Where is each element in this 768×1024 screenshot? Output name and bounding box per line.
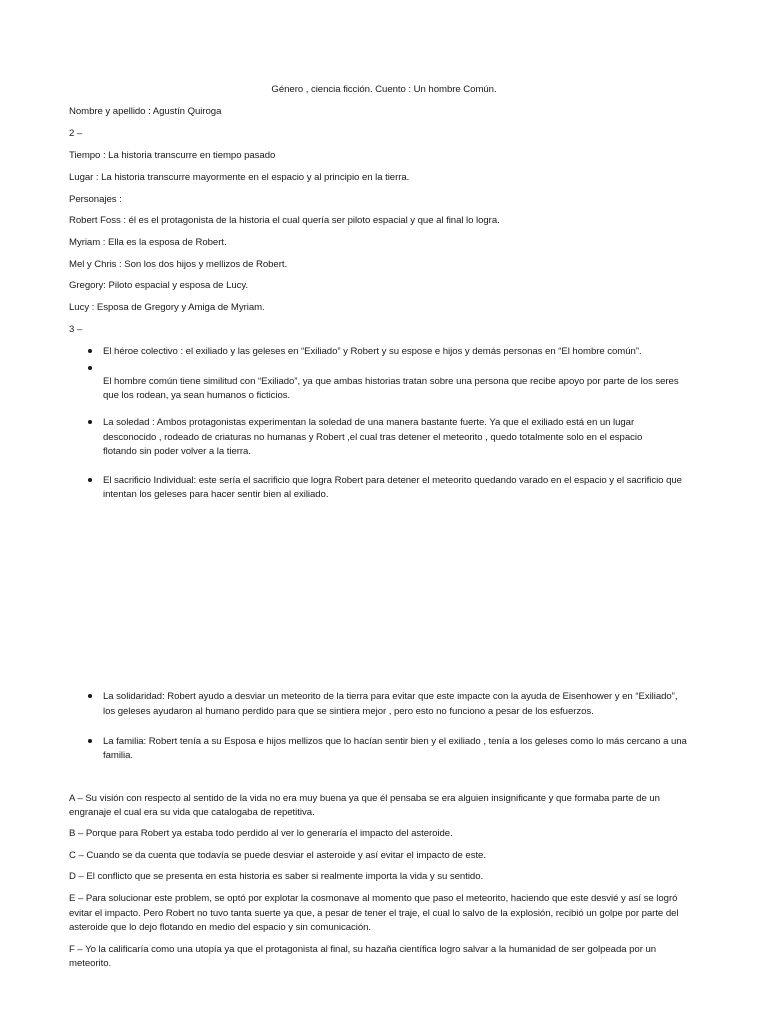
answer-a-line1: A – Su visión con respecto al sentido de la vida no era muy buena ya que él pensaba se era alguien insignificante y que formaba parte de un — [69, 793, 660, 804]
answer-f-line2: meteorito. — [69, 958, 112, 969]
bullet-familia-line2: familia. — [103, 750, 133, 761]
section-2-heading: 2 – — [69, 128, 83, 139]
tiempo-line: Tiempo : La historia transcurre en tiempo pasado — [69, 150, 276, 161]
answer-d: D – El conflicto que se presenta en esta historia es saber si realmente importa la vida y su sentido. — [69, 871, 484, 882]
character-gregory: Gregory: Piloto espacial y esposa de Lucy. — [69, 280, 249, 291]
bullet-familia-line1: La familia: Robert tenía a su Esposa e hijos mellizos que lo hacían sentir bien y el exiliado , tenía a los geleses como lo más cercano a una — [103, 736, 687, 747]
bullet-marker — [88, 739, 92, 743]
bullet-marker — [88, 366, 92, 370]
bullet-soledad-line2: desconocido , rodeado de criaturas no humanas y Robert ,el cual tras detener el meteorito , quedo totalmente solo en el espacio — [103, 432, 643, 443]
bullet-solidaridad-line1: La solidaridad: Robert ayudo a desviar un meteorito de la tierra para evitar que este impacte con la ayuda de Eisenhower y en “Exiliado”, — [103, 691, 678, 702]
document-title: Género , ciencia ficción. Cuento : Un hombre Común. — [271, 84, 497, 95]
section-3-heading: 3 – — [69, 324, 83, 335]
bullet-sacrificio-line2: intentan los geleses para hacer sentir bien al exiliado. — [103, 489, 329, 500]
answer-e-line3: asteroide que lo dejo flotando en medio del espacio y sin comunicación. — [69, 922, 372, 933]
bullet-marker — [88, 349, 92, 353]
answer-e-line1: E – Para solucionar este problem, se optó por explotar la cosmonave al momento que paso el meteorito, haciendo que este desvié y así se logró — [69, 893, 678, 904]
bullet-soledad-line3: flotando sin poder volver a la tierra. — [103, 446, 251, 457]
bullet-hombre-comun-line2: que los rodean, ya sean humanos o ficticios. — [103, 390, 291, 401]
bullet-sacrificio-line1: El sacrificio Individual: este sería el sacrificio que logra Robert para detener el meteorito quedando varado en el espacio y el sacrificio que — [103, 475, 682, 486]
character-myriam: Myriam : Ella es la esposa de Robert. — [69, 237, 227, 248]
character-lucy: Lucy : Esposa de Gregory y Amiga de Myriam. — [69, 302, 265, 313]
bullet-hombre-comun-line1: El hombre común tiene similitud con “Exiliado”, ya que ambas historias tratan sobre una persona que recibe apoyo por parte de los seres — [103, 376, 679, 387]
personajes-heading: Personajes : — [69, 194, 122, 205]
character-mel-chris: Mel y Chris : Son los dos hijos y mellizos de Robert. — [69, 259, 288, 270]
answer-e-line2: evitar el impacto. Pero Robert no tuvo tanta suerte ya que, a pesar de tener el traje, el cual lo salvo de la explosión, recibió un golpe por parte del — [69, 908, 679, 919]
lugar-line: Lugar : La historia transcurre mayormente en el espacio y al principio en la tierra. — [69, 172, 410, 183]
answer-b: B – Porque para Robert ya estaba todo perdido al ver lo generaría el impacto del asteroide. — [69, 828, 453, 839]
bullet-marker — [88, 694, 92, 698]
bullet-marker — [88, 478, 92, 482]
bullet-soledad-line1: La soledad : Ambos protagonistas experimentan la soledad de una manera bastante fuerte. Ya que el exiliado está en un lugar — [103, 417, 635, 428]
bullet-marker — [88, 420, 92, 424]
answer-a-line2: engranaje el cual era su vida que catalogaba de repetitiva. — [69, 807, 315, 818]
student-name: Nombre y apellido : Agustín Quiroga — [69, 106, 222, 117]
answer-c: C – Cuando se da cuenta que todavía se puede desviar el asteroide y así evitar el impacto de este. — [69, 850, 486, 861]
bullet-solidaridad-line2: los geleses ayudaron al humano perdido para que se sintiera mejor , pero esto no funciono a pesar de los esfuerzos. — [103, 706, 594, 717]
answer-f-line1: F – Yo la calificaría como una utopía ya que el protagonista al final, su hazaña científica logro salvar a la humanidad de ser golpeada por un — [69, 944, 657, 955]
character-robert: Robert Foss : él es el protagonista de la historia el cual quería ser piloto espacial y que al final lo logra. — [69, 215, 500, 226]
bullet-heroe-colectivo: El héroe colectivo : el exiliado y las geleses en “Exiliado” y Robert y su espose e hijos y demás personas en “El hombre común”. — [103, 346, 642, 357]
